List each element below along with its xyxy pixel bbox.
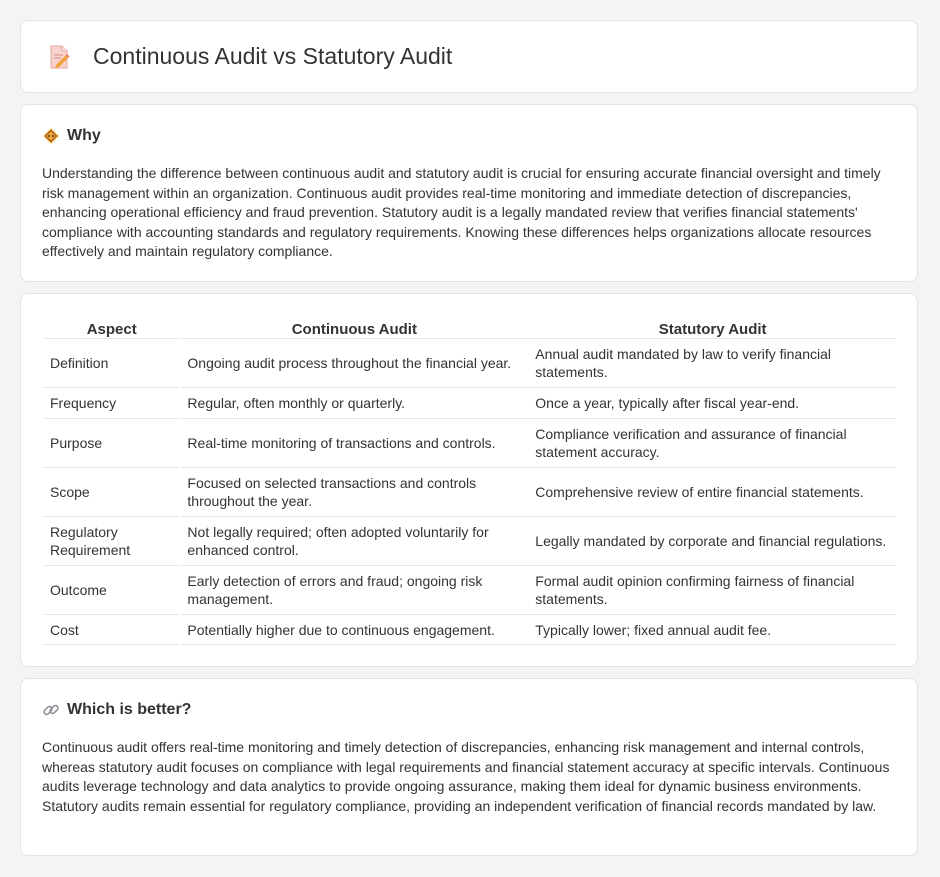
better-heading: Which is better? [67, 701, 192, 718]
cell-statutory: Formal audit opinion confirming fairness of financial statements. [529, 565, 896, 614]
table-row [44, 338, 896, 387]
table-row [44, 418, 896, 467]
table-header-row [44, 316, 896, 338]
why-heading: Why [67, 127, 101, 144]
why-heading-row [42, 127, 101, 145]
table-row [44, 565, 896, 614]
cell-aspect: Outcome [44, 565, 179, 614]
cell-continuous: Regular, often monthly or quarterly. [181, 387, 527, 418]
cell-statutory: Annual audit mandated by law to verify financial statements. [529, 338, 896, 387]
which-better-card [20, 678, 918, 856]
comparison-card [20, 293, 918, 667]
cell-aspect: Frequency [44, 387, 179, 418]
link-icon [42, 701, 60, 719]
better-text: Continuous audit offers real-time monitoring and timely detection of discrepancies, enhancing risk management and internal controls, whereas statutory audit focuses on compliance with legal requirements and financial statement accuracy at specific intervals. Continuous audits leverage technology and data analytics to provide ongoing assurance, making them ideal for dynamic business environments. Statutory audits remain essential for regulatory compliance, providing an independent verification of financial records mandated by law. [42, 739, 890, 814]
cell-aspect: Scope [44, 467, 179, 516]
cell-continuous: Real-time monitoring of transactions and controls. [181, 418, 527, 467]
cell-aspect: Definition [44, 338, 179, 387]
cell-continuous: Potentially higher due to continuous engagement. [181, 614, 527, 645]
cell-statutory: Compliance verification and assurance of financial statement accuracy. [529, 418, 896, 467]
table-row [44, 387, 896, 418]
title-row [47, 43, 452, 70]
header-statutory-audit: Statutory Audit [658, 321, 767, 338]
table-row [44, 614, 896, 645]
header-continuous-audit: Continuous Audit [291, 321, 417, 338]
cell-continuous: Focused on selected transactions and controls throughout the year. [181, 467, 527, 516]
why-text: Understanding the difference between continuous audit and statutory audit is crucial for ensuring accurate financial oversight and timely risk management within an organization. Continuous audit provides real-time monitoring and immediate detection of discrepancies, enhancing operational efficiency and fraud prevention. Statutory audit is a legally mandated review that verifies financial statements' compliance with accounting standards and regulatory requirements. Knowing these differences helps organizations allocate resources effectively and maintain regulatory compliance. [42, 165, 881, 260]
better-heading-row [42, 701, 191, 719]
page-title: Continuous Audit vs Statutory Audit [93, 43, 453, 69]
cell-aspect: Purpose [44, 418, 179, 467]
cell-statutory: Once a year, typically after fiscal year-end. [529, 387, 896, 418]
header-aspect: Aspect [86, 321, 137, 338]
cell-continuous: Not legally required; often adopted voluntarily for enhanced control. [181, 516, 527, 565]
table-row [44, 467, 896, 516]
cell-continuous: Early detection of errors and fraud; ongoing risk management. [181, 565, 527, 614]
why-card [20, 104, 918, 282]
comparison-table [42, 316, 898, 645]
table-row [44, 516, 896, 565]
diamond-warning-icon [42, 127, 60, 145]
cell-aspect: Regulatory Requirement [44, 516, 179, 565]
cell-statutory: Comprehensive review of entire financial statements. [529, 467, 896, 516]
cell-statutory: Legally mandated by corporate and financial regulations. [529, 516, 896, 565]
title-card [20, 20, 918, 93]
document-pencil-icon [47, 44, 71, 70]
cell-aspect: Cost [44, 614, 179, 645]
cell-statutory: Typically lower; fixed annual audit fee. [529, 614, 896, 645]
cell-continuous: Ongoing audit process throughout the financial year. [181, 338, 527, 387]
